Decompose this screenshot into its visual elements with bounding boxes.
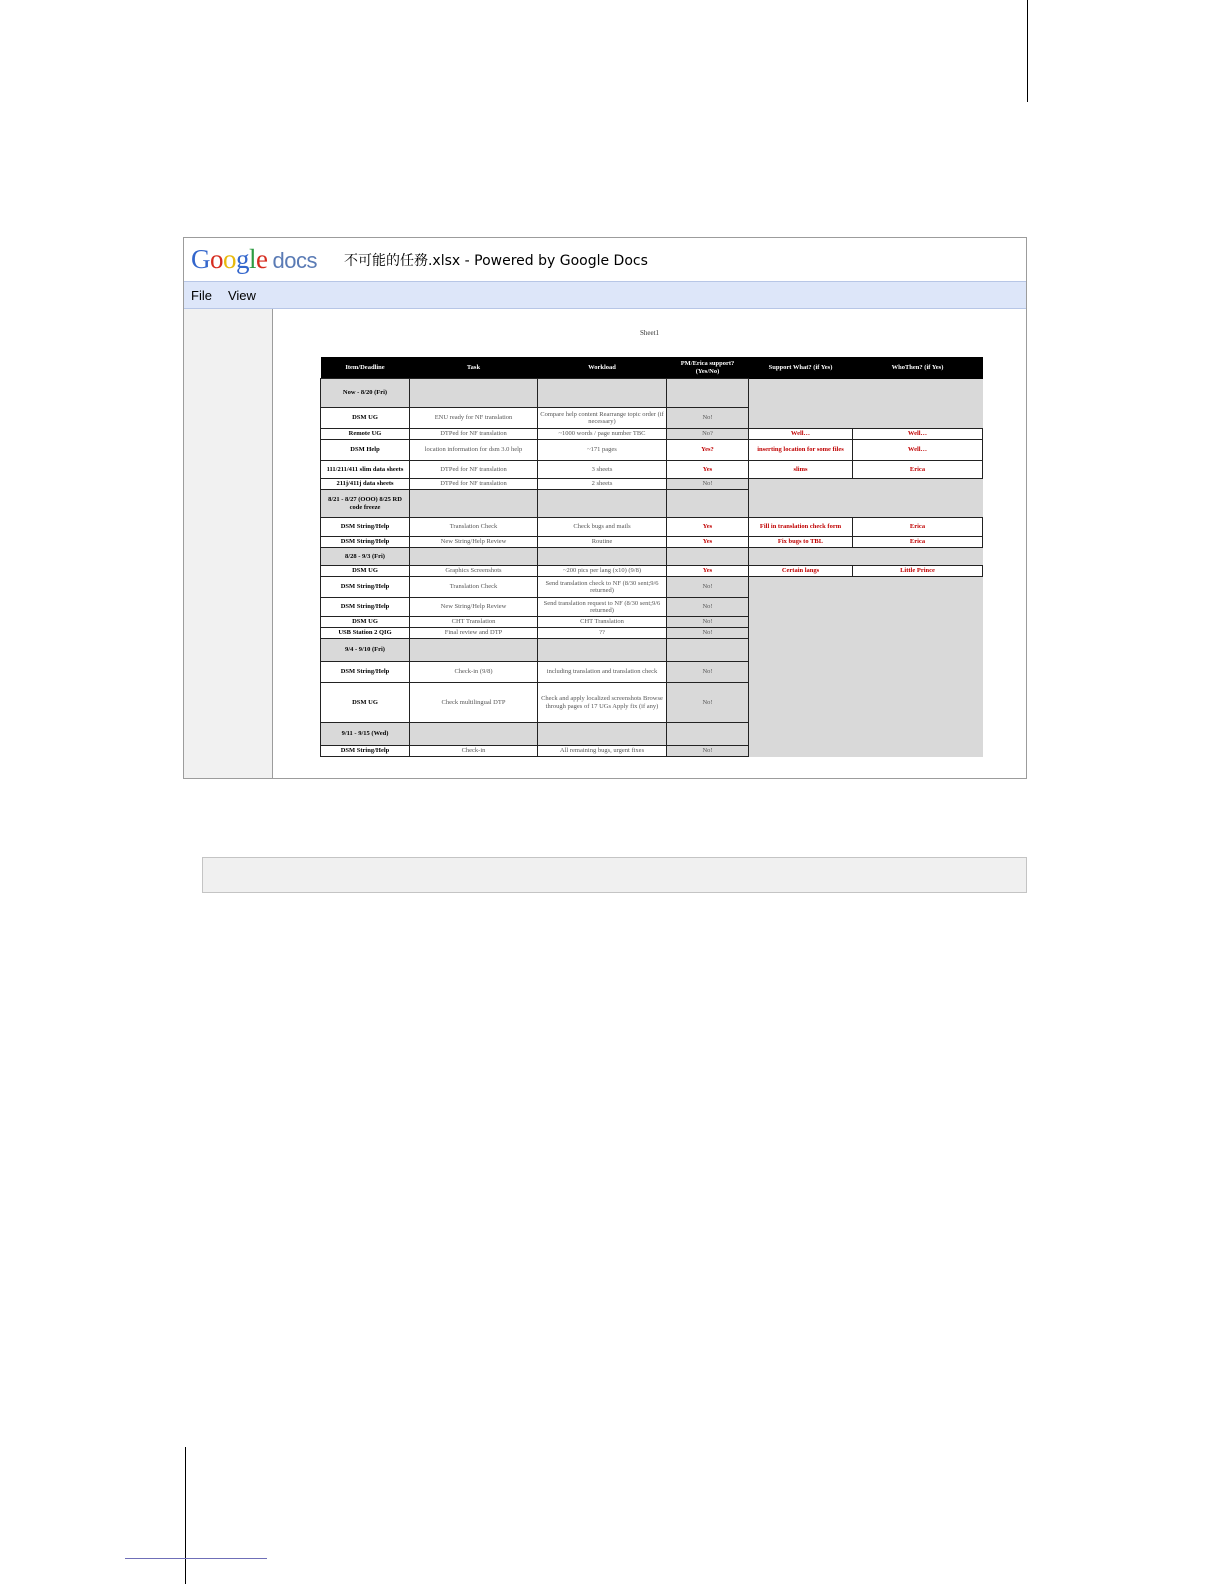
pm-support-cell[interactable]: No! <box>667 683 749 723</box>
who-then-cell[interactable]: Erica <box>853 518 983 537</box>
workload-cell[interactable]: Send translation request to NF (8/30 sent;9/6 returned) <box>538 598 667 617</box>
support-what-cell[interactable] <box>749 408 853 429</box>
who-then-cell[interactable] <box>853 490 983 518</box>
task-cell[interactable] <box>410 639 538 662</box>
support-what-cell[interactable] <box>749 617 853 628</box>
table-row <box>321 577 983 598</box>
support-what-cell[interactable] <box>749 683 853 723</box>
pm-support-cell[interactable]: Yes <box>667 566 749 577</box>
task-cell[interactable]: DTPed for NF translation <box>410 429 538 440</box>
menu-view[interactable]: View <box>227 287 256 303</box>
item-cell[interactable]: DSM String/Help <box>321 537 410 548</box>
task-cell[interactable]: Check-in (9/8) <box>410 662 538 683</box>
header-support-what: Support What? (if Yes) <box>749 357 853 379</box>
google-docs-logo[interactable] <box>191 244 317 275</box>
header-pm-support: PM/Erica support? (Yes/No) <box>667 357 749 379</box>
workload-cell[interactable]: 3 sheets <box>538 461 667 479</box>
workload-cell[interactable]: ?? <box>538 628 667 639</box>
table-row <box>321 617 983 628</box>
pm-support-cell[interactable]: Yes? <box>667 440 749 461</box>
workload-cell[interactable] <box>538 490 667 518</box>
workload-cell[interactable]: Check bugs and mails <box>538 518 667 537</box>
pm-support-cell[interactable]: No! <box>667 408 749 429</box>
header-workload: Workload <box>538 357 667 379</box>
task-cell[interactable]: New String/Help Review <box>410 598 538 617</box>
deadline-cell[interactable]: Now - 8/20 (Fri) <box>321 379 410 408</box>
pm-support-cell[interactable]: No? <box>667 429 749 440</box>
task-cell[interactable]: New String/Help Review <box>410 537 538 548</box>
header-task: Task <box>410 357 538 379</box>
schedule-table <box>320 357 983 757</box>
footnote-rule <box>125 1558 267 1559</box>
pm-support-cell[interactable] <box>667 639 749 662</box>
who-then-cell[interactable] <box>853 548 983 566</box>
item-cell[interactable]: 111/211/411 slim data sheets <box>321 461 410 479</box>
table-row <box>321 461 983 479</box>
support-what-cell[interactable] <box>749 490 853 518</box>
table-row <box>321 662 983 683</box>
task-cell[interactable]: Graphics Screenshots <box>410 566 538 577</box>
who-then-cell[interactable] <box>853 683 983 723</box>
crop-mark-top-right <box>1027 0 1028 102</box>
deadline-cell[interactable]: 8/28 - 9/3 (Fri) <box>321 548 410 566</box>
left-panel <box>184 309 273 778</box>
pm-support-cell[interactable]: Yes <box>667 461 749 479</box>
deadline-cell[interactable]: 9/4 - 9/10 (Fri) <box>321 639 410 662</box>
table-row <box>321 440 983 461</box>
crop-mark-bottom-left <box>185 1447 186 1584</box>
table-row <box>321 408 983 429</box>
support-what-cell[interactable]: Fill in translation check form <box>749 518 853 537</box>
who-then-cell[interactable] <box>853 746 983 757</box>
pm-support-cell[interactable]: No! <box>667 662 749 683</box>
who-then-cell[interactable] <box>853 598 983 617</box>
who-then-cell[interactable] <box>853 617 983 628</box>
item-cell[interactable]: DSM String/Help <box>321 598 410 617</box>
support-what-cell[interactable] <box>749 479 853 490</box>
table-row <box>321 479 983 490</box>
pm-support-cell[interactable] <box>667 379 749 408</box>
deadline-cell[interactable]: 8/21 - 8/27 (OOO) 8/25 RD code freeze <box>321 490 410 518</box>
support-what-cell[interactable] <box>749 746 853 757</box>
pm-support-cell[interactable] <box>667 548 749 566</box>
table-row <box>321 598 983 617</box>
who-then-cell[interactable]: Erica <box>853 537 983 548</box>
support-what-cell[interactable] <box>749 548 853 566</box>
section-row <box>321 379 983 408</box>
pm-support-cell[interactable]: No! <box>667 598 749 617</box>
pm-support-cell[interactable]: No! <box>667 577 749 598</box>
who-then-cell[interactable] <box>853 723 983 746</box>
item-cell[interactable]: DSM String/Help <box>321 746 410 757</box>
menu-file[interactable]: File <box>191 287 212 303</box>
workload-cell[interactable] <box>538 379 667 408</box>
task-cell[interactable]: ENU ready for NF translation <box>410 408 538 429</box>
section-row <box>321 548 983 566</box>
task-cell[interactable]: Translation Check <box>410 577 538 598</box>
support-what-cell[interactable]: inserting location for some files <box>749 440 853 461</box>
deadline-cell[interactable]: 9/11 - 9/15 (Wed) <box>321 723 410 746</box>
section-row <box>321 723 983 746</box>
task-cell[interactable]: Check-in <box>410 746 538 757</box>
task-cell[interactable] <box>410 490 538 518</box>
who-then-cell[interactable] <box>853 479 983 490</box>
support-what-cell[interactable] <box>749 379 853 408</box>
item-cell[interactable]: DSM UG <box>321 408 410 429</box>
pm-support-cell[interactable]: Yes <box>667 537 749 548</box>
item-cell[interactable]: USB Station 2 QIG <box>321 628 410 639</box>
who-then-cell[interactable] <box>853 408 983 429</box>
support-what-cell[interactable] <box>749 628 853 639</box>
task-cell[interactable] <box>410 548 538 566</box>
support-what-cell[interactable]: slims <box>749 461 853 479</box>
docs-wordmark: docs <box>272 248 317 273</box>
who-then-cell[interactable]: Little Prince <box>853 566 983 577</box>
header-item-deadline: Item/Deadline <box>321 357 410 379</box>
item-cell[interactable]: Remote UG <box>321 429 410 440</box>
workload-cell[interactable]: ~200 pics per lang (x10) (9/8) <box>538 566 667 577</box>
pm-support-cell[interactable]: No! <box>667 628 749 639</box>
item-cell[interactable]: DSM String/Help <box>321 662 410 683</box>
table-row <box>321 429 983 440</box>
support-what-cell[interactable] <box>749 639 853 662</box>
google-wordmark: Google <box>191 244 268 274</box>
section-row <box>321 639 983 662</box>
item-cell[interactable]: DSM UG <box>321 566 410 577</box>
table-row <box>321 537 983 548</box>
workload-cell[interactable]: CHT Translation <box>538 617 667 628</box>
workload-cell[interactable] <box>538 548 667 566</box>
table-row <box>321 683 983 723</box>
who-then-cell[interactable] <box>853 577 983 598</box>
support-what-cell[interactable]: Well… <box>749 429 853 440</box>
workload-cell[interactable] <box>538 723 667 746</box>
pm-support-cell[interactable] <box>667 723 749 746</box>
menu-bar <box>184 281 1026 309</box>
support-what-cell[interactable] <box>749 598 853 617</box>
table-row <box>321 566 983 577</box>
pm-support-cell[interactable]: No! <box>667 479 749 490</box>
task-cell[interactable]: CHT Translation <box>410 617 538 628</box>
who-then-cell[interactable] <box>853 639 983 662</box>
item-cell[interactable]: 211j/411j data sheets <box>321 479 410 490</box>
support-what-cell[interactable] <box>749 577 853 598</box>
task-cell[interactable]: location information for dsm 3.0 help <box>410 440 538 461</box>
workload-cell[interactable]: ~171 pages <box>538 440 667 461</box>
workload-cell[interactable]: including translation and translation check <box>538 662 667 683</box>
title-bar <box>184 238 1026 281</box>
pm-support-cell[interactable]: Yes <box>667 518 749 537</box>
pm-support-cell[interactable] <box>667 490 749 518</box>
table-body <box>321 379 983 757</box>
who-then-cell[interactable]: Well… <box>853 440 983 461</box>
task-cell[interactable]: Final review and DTP <box>410 628 538 639</box>
table-row <box>321 746 983 757</box>
task-cell[interactable] <box>410 723 538 746</box>
workload-cell[interactable]: Compare help content Rearrange topic order (if necessary) <box>538 408 667 429</box>
spreadsheet-view[interactable] <box>273 309 1026 778</box>
workload-cell[interactable]: Send translation check to NF (8/30 sent;9/6 returned) <box>538 577 667 598</box>
workload-cell[interactable] <box>538 639 667 662</box>
caption-bar <box>202 857 1027 893</box>
workload-cell[interactable]: Check and apply localized screenshots Browse through pages of 17 UGs Apply fix (if any) <box>538 683 667 723</box>
item-cell[interactable]: DSM Help <box>321 440 410 461</box>
support-what-cell[interactable] <box>749 662 853 683</box>
table-row <box>321 518 983 537</box>
support-what-cell[interactable]: Certain langs <box>749 566 853 577</box>
task-cell[interactable]: DTPed for NF translation <box>410 461 538 479</box>
sheet-name: Sheet1 <box>639 329 660 337</box>
who-then-cell[interactable]: Erica <box>853 461 983 479</box>
item-cell[interactable]: DSM UG <box>321 683 410 723</box>
item-cell[interactable]: DSM String/Help <box>321 518 410 537</box>
task-cell[interactable] <box>410 379 538 408</box>
workload-cell[interactable]: ~1000 words / page number TBC <box>538 429 667 440</box>
task-cell[interactable]: Translation Check <box>410 518 538 537</box>
task-cell[interactable]: Check multilingual DTP <box>410 683 538 723</box>
table-header-row <box>321 357 983 379</box>
pm-support-cell[interactable]: No! <box>667 617 749 628</box>
document-title: 不可能的任務.xlsx - Powered by Google Docs <box>343 252 648 269</box>
google-docs-window <box>183 237 1027 779</box>
who-then-cell[interactable]: Well… <box>853 429 983 440</box>
table-row <box>321 628 983 639</box>
pm-support-cell[interactable]: No! <box>667 746 749 757</box>
item-cell[interactable]: DSM String/Help <box>321 577 410 598</box>
workload-cell[interactable]: Routine <box>538 537 667 548</box>
item-cell[interactable]: DSM UG <box>321 617 410 628</box>
task-cell[interactable]: DTPed for NF translation <box>410 479 538 490</box>
who-then-cell[interactable] <box>853 662 983 683</box>
who-then-cell[interactable] <box>853 379 983 408</box>
header-who-then: WhoThen? (if Yes) <box>853 357 983 379</box>
who-then-cell[interactable] <box>853 628 983 639</box>
section-row <box>321 490 983 518</box>
workload-cell[interactable]: 2 sheets <box>538 479 667 490</box>
support-what-cell[interactable] <box>749 723 853 746</box>
workload-cell[interactable]: All remaining bugs, urgent fixes <box>538 746 667 757</box>
support-what-cell[interactable]: Fix bugs to TBL <box>749 537 853 548</box>
